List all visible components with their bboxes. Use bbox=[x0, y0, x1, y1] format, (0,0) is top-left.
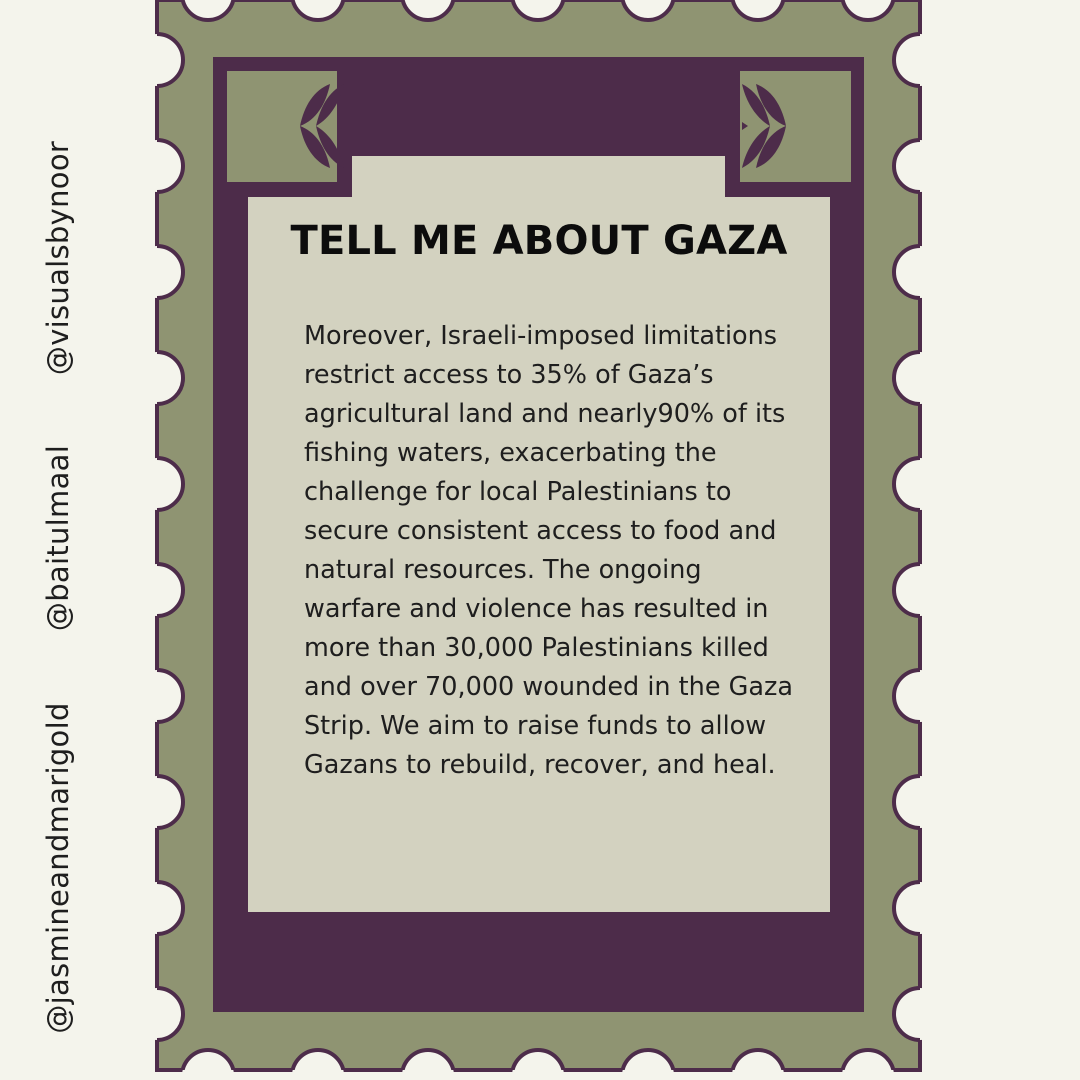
body-paragraph: Moreover, Israeli-imposed limitations restrict access to 35% of Gaza’s agricultural land and nearly90% of its fishing waters, exacerbating the challenge for local Palestinians to secure consistent access to food and natural resources. The ongoing warfare and violence has resulted in more than 30,000 Palestinians killed and over 70,000 wounded in the Gaza Strip. We aim to raise funds to allow Gazans to rebuild, recover, and heal. bbox=[304, 321, 794, 780]
social-handle: @jasmineandmarigold bbox=[41, 702, 75, 1034]
social-handle: @visualsbynoor bbox=[41, 140, 75, 376]
corner-ornament-right bbox=[740, 71, 851, 182]
page-title: TELL ME ABOUT GAZA bbox=[290, 218, 788, 264]
corner-ornament-left bbox=[227, 71, 344, 182]
social-handle: @baitulmaal bbox=[41, 444, 75, 632]
